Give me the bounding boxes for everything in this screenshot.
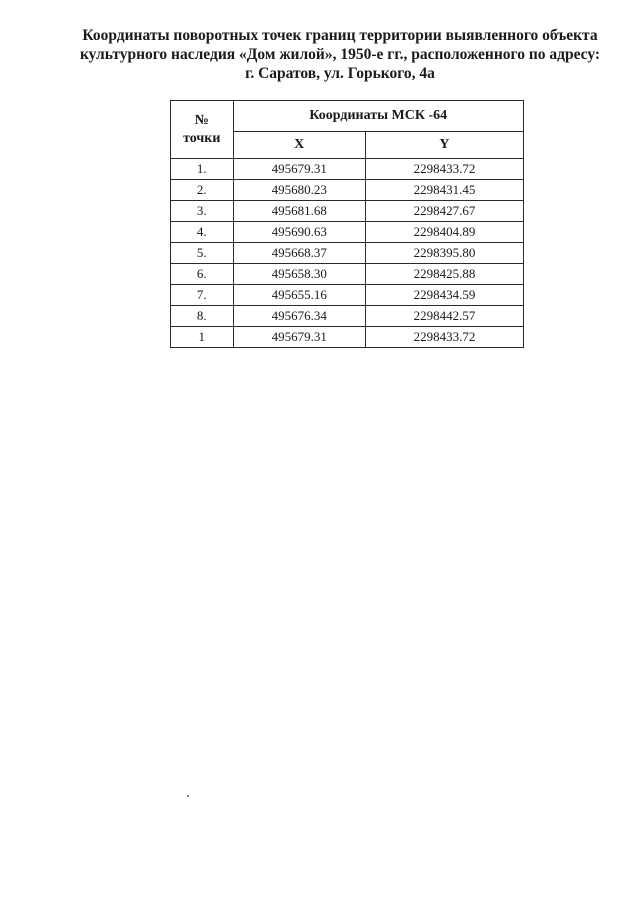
x-column-header: X (233, 132, 365, 159)
point-number-cell: 1. (171, 159, 234, 180)
point-number-cell: 2. (171, 180, 234, 201)
point-number-cell: 8. (171, 306, 234, 327)
point-number-cell: 7. (171, 285, 234, 306)
coordinates-table (170, 100, 524, 348)
table-row (171, 285, 524, 306)
y-coordinate-cell: 2298404.89 (365, 222, 523, 243)
table-row (171, 180, 524, 201)
point-number-cell: 6. (171, 264, 234, 285)
y-coordinate-cell: 2298427.67 (365, 201, 523, 222)
scan-speck (187, 795, 189, 797)
y-coordinate-cell: 2298442.57 (365, 306, 523, 327)
y-coordinate-cell: 2298425.88 (365, 264, 523, 285)
y-coordinate-cell: 2298431.45 (365, 180, 523, 201)
x-coordinate-cell: 495655.16 (233, 285, 365, 306)
y-coordinate-cell: 2298433.72 (365, 159, 523, 180)
x-coordinate-cell: 495658.30 (233, 264, 365, 285)
y-column-header: Y (365, 132, 523, 159)
y-coordinate-cell: 2298433.72 (365, 327, 523, 348)
title-line-3: г. Саратов, ул. Горького, 4а (245, 65, 435, 82)
table-row (171, 159, 524, 180)
title-line-1: Координаты поворотных точек границ территории выявленного объекта (82, 27, 598, 44)
table-body (171, 159, 524, 348)
x-coordinate-cell: 495668.37 (233, 243, 365, 264)
header-row-1 (171, 101, 524, 132)
table-row (171, 306, 524, 327)
table-row (171, 243, 524, 264)
x-coordinate-cell: 495690.63 (233, 222, 365, 243)
x-coordinate-cell: 495676.34 (233, 306, 365, 327)
x-coordinate-cell: 495680.23 (233, 180, 365, 201)
point-number-cell: 1 (171, 327, 234, 348)
table-header (171, 101, 524, 159)
x-coordinate-cell: 495681.68 (233, 201, 365, 222)
point-number-header (171, 101, 234, 159)
point-number-cell: 4. (171, 222, 234, 243)
table-row (171, 201, 524, 222)
coordinates-group-header: Координаты МСК -64 (233, 101, 524, 132)
point-number-cell: 3. (171, 201, 234, 222)
table-row (171, 222, 524, 243)
y-coordinate-cell: 2298395.80 (365, 243, 523, 264)
table-row (171, 264, 524, 285)
point-number-cell: 5. (171, 243, 234, 264)
document-title (60, 26, 620, 83)
x-coordinate-cell: 495679.31 (233, 159, 365, 180)
point-number-header-line2: точки (183, 130, 221, 146)
x-coordinate-cell: 495679.31 (233, 327, 365, 348)
title-line-2: культурного наследия «Дом жилой», 1950-е гг., расположенного по адресу: (79, 46, 601, 63)
point-number-header-line1: № (194, 112, 209, 128)
table-row (171, 327, 524, 348)
y-coordinate-cell: 2298434.59 (365, 285, 523, 306)
